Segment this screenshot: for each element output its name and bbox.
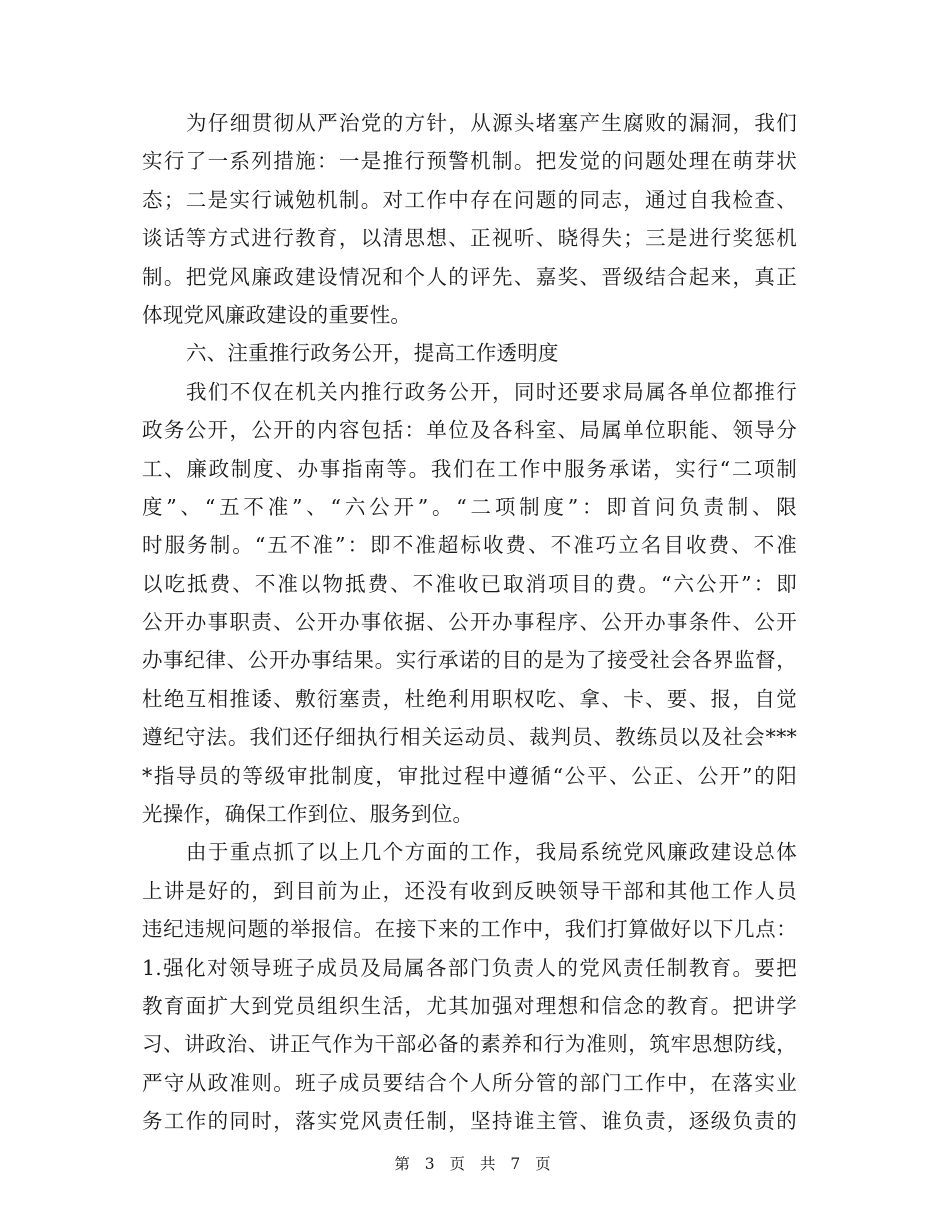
page-number-footer: 第 3 页 共 7 页 xyxy=(394,1155,556,1173)
text-line: 度”、“五不准”、“六公开”。“二项制度”：即首问负责制、限 xyxy=(142,494,797,519)
body-text xyxy=(142,104,797,1141)
section-heading: 六、注重推行政务公开，提高工作透明度 xyxy=(186,341,559,366)
text-line: 制。把党风廉政建设情况和个人的评先、嘉奖、晋级结合起来，真正 xyxy=(142,264,797,289)
text-line: 态；二是实行诫勉机制。对工作中存在问题的同志，通过自我检查、 xyxy=(142,187,797,212)
text-line: 以吃抵费、不准以物抵费、不准收已取消项目的费。“六公开”：即 xyxy=(142,571,797,596)
text-line: 时服务制。“五不准”：即不准超标收费、不准巧立名目收费、不准 xyxy=(142,533,797,558)
text-line: 上讲是好的，到目前为止，还没有收到反映领导干部和其他工作人员 xyxy=(142,878,797,903)
text-line: 遵纪守法。我们还仔细执行相关运动员、裁判员、教练员以及社会*** xyxy=(142,725,797,750)
text-line: 体现党风廉政建设的重要性。 xyxy=(142,302,412,327)
text-line: 我们不仅在机关内推行政务公开，同时还要求局属各单位都推行 xyxy=(186,379,797,404)
text-line: 实行了一系列措施：一是推行预警机制。把发觉的问题处理在萌芽状 xyxy=(142,149,797,174)
text-line: 习、讲政治、讲正气作为干部必备的素养和行为准则，筑牢思想防线， xyxy=(142,1032,797,1057)
text-line: 为仔细贯彻从严治党的方针，从源头堵塞产生腐败的漏洞，我们 xyxy=(186,111,797,135)
text-line: *指导员的等级审批制度，审批过程中遵循“公平、公正、公开”的阳 xyxy=(142,763,797,788)
text-line: 谈话等方式进行教育，以清思想、正视听、晓得失；三是进行奖惩机 xyxy=(142,226,797,251)
text-line: 务工作的同时，落实党风责任制，坚持谁主管、谁负责，逐级负责的 xyxy=(142,1109,797,1134)
text-line: 光操作，确保工作到位、服务到位。 xyxy=(142,802,474,827)
text-line: 公开办事职责、公开办事依据、公开办事程序、公开办事条件、公开 xyxy=(142,610,797,635)
text-line: 政务公开，公开的内容包括：单位及各科室、局属单位职能、领导分 xyxy=(142,418,797,443)
text-line: 严守从政准则。班子成员要结合个人所分管的部门工作中，在落实业 xyxy=(142,1070,797,1095)
text-line: 1.强化对领导班子成员及局属各部门负责人的党风责任制教育。要把 xyxy=(142,955,797,980)
text-line: 违纪违规问题的举报信。在接下来的工作中，我们打算做好以下几点： xyxy=(142,917,797,942)
text-line: 由于重点抓了以上几个方面的工作，我局系统党风廉政建设总体 xyxy=(186,840,797,865)
text-line: 教育面扩大到党员组织生活，尤其加强对理想和信念的教育。把讲学 xyxy=(142,993,797,1018)
text-line: 工、廉政制度、办事指南等。我们在工作中服务承诺，实行“二项制 xyxy=(142,456,797,481)
text-line: 杜绝互相推诿、敷衍塞责，杜绝利用职权吃、拿、卡、要、报，自觉 xyxy=(142,686,797,711)
text-line: 办事纪律、公开办事结果。实行承诺的目的是为了接受社会各界监督， xyxy=(142,648,797,673)
